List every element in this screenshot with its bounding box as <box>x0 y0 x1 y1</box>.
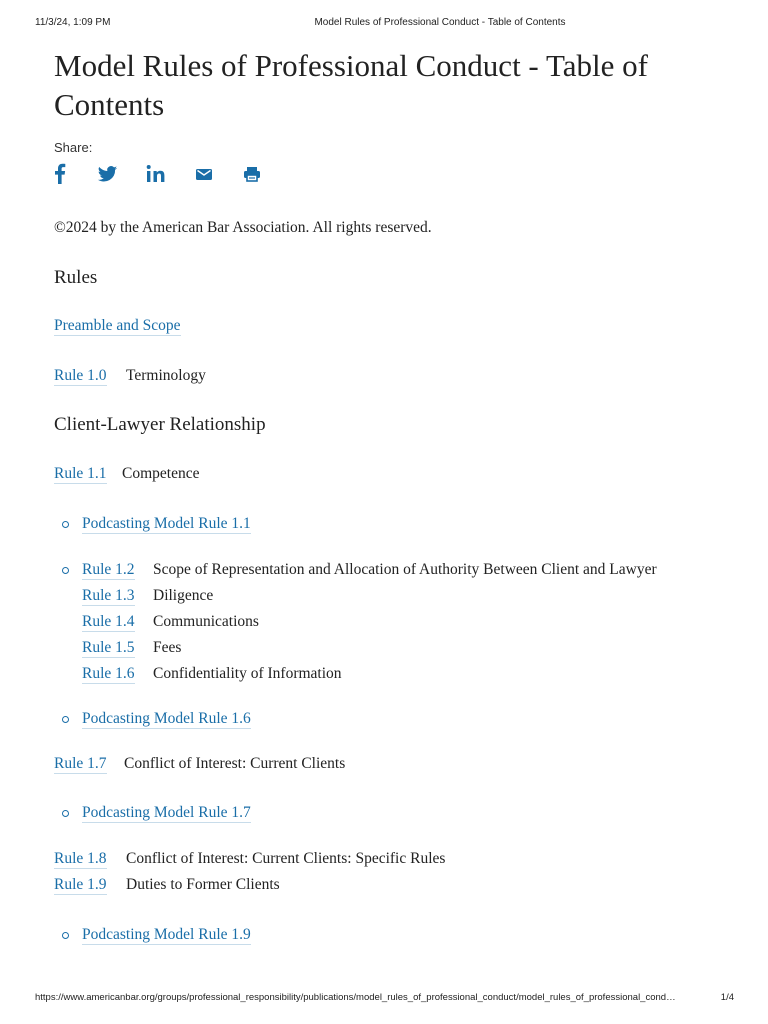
podcast-rule-1-1-link[interactable]: Podcasting Model Rule 1.1 <box>82 515 251 532</box>
rule-1-0-description: Terminology <box>126 367 206 384</box>
table-row <box>82 665 342 683</box>
rule-1-0-link[interactable]: Rule 1.0 <box>54 367 107 384</box>
table-row <box>82 613 259 631</box>
table-row <box>82 587 214 605</box>
rule-1-8-link[interactable]: Rule 1.8 <box>54 850 107 867</box>
table-row <box>82 561 657 579</box>
list-item <box>82 926 251 944</box>
rule-1-6-link[interactable]: Rule 1.6 <box>82 665 135 682</box>
rules-heading: Rules <box>54 267 98 288</box>
podcast-rule-1-6-link[interactable]: Podcasting Model Rule 1.6 <box>82 710 251 727</box>
linkedin-icon[interactable] <box>146 163 166 185</box>
email-icon[interactable] <box>196 163 212 185</box>
table-row <box>82 639 182 657</box>
twitter-icon[interactable] <box>97 163 118 185</box>
rule-1-3-link[interactable]: Rule 1.3 <box>82 587 135 604</box>
rule-1-6-description: Confidentiality of Information <box>153 665 342 682</box>
share-label: Share: <box>54 140 93 155</box>
list-item <box>82 710 251 728</box>
rule-1-5-description: Fees <box>153 639 182 656</box>
page-indicator: 1/4 <box>720 992 734 1003</box>
rule-1-4-description: Communications <box>153 613 259 630</box>
list-item <box>82 515 251 533</box>
rule-1-7-description: Conflict of Interest: Current Clients <box>124 755 346 772</box>
bullet-icon <box>62 716 69 723</box>
rule-1-4-link[interactable]: Rule 1.4 <box>82 613 135 630</box>
podcast-rule-1-7-link[interactable]: Podcasting Model Rule 1.7 <box>82 804 251 821</box>
preamble-link[interactable]: Preamble and Scope <box>54 317 181 334</box>
rule-1-2-description: Scope of Representation and Allocation of Authority Between Client and Lawyer <box>153 561 657 578</box>
bullet-icon <box>62 567 69 574</box>
rule-1-8-description: Conflict of Interest: Current Clients: Specific Rules <box>126 850 446 867</box>
print-datetime: 11/3/24, 1:09 PM <box>35 17 111 28</box>
bullet-icon <box>62 810 69 817</box>
print-url: https://www.americanbar.org/groups/professional_responsibility/publications/model_rules_of_professional_conduct/model_rules_of_professional_cond… <box>35 992 676 1003</box>
table-row <box>54 465 200 483</box>
rule-1-5-link[interactable]: Rule 1.5 <box>82 639 135 656</box>
table-row <box>54 755 346 773</box>
table-row <box>54 850 446 868</box>
rule-1-2-link[interactable]: Rule 1.2 <box>82 561 135 578</box>
print-page-title: Model Rules of Professional Conduct - Table of Contents <box>314 17 566 28</box>
rule-1-9-link[interactable]: Rule 1.9 <box>54 876 107 893</box>
rule-1-9-description: Duties to Former Clients <box>126 876 280 893</box>
table-row <box>54 876 280 894</box>
podcast-rule-1-9-link[interactable]: Podcasting Model Rule 1.9 <box>82 926 251 943</box>
copyright-notice: ©2024 by the American Bar Association. All rights reserved. <box>54 219 432 236</box>
print-footer <box>0 992 768 1006</box>
client-lawyer-heading: Client-Lawyer Relationship <box>54 414 266 435</box>
bullet-icon <box>62 932 69 939</box>
rule-1-1-description: Competence <box>122 465 200 482</box>
list-item <box>82 804 251 822</box>
rule-1-1-link[interactable]: Rule 1.1 <box>54 465 107 482</box>
facebook-icon[interactable] <box>54 163 66 185</box>
print-header <box>0 17 768 31</box>
rule-1-3-description: Diligence <box>153 587 214 604</box>
print-icon[interactable] <box>243 163 261 185</box>
rule-1-7-link[interactable]: Rule 1.7 <box>54 755 107 772</box>
list-item <box>54 317 181 335</box>
table-row <box>54 367 206 385</box>
bullet-icon <box>62 521 69 528</box>
page-title: Model Rules of Professional Conduct - Table of Contents <box>54 48 648 122</box>
